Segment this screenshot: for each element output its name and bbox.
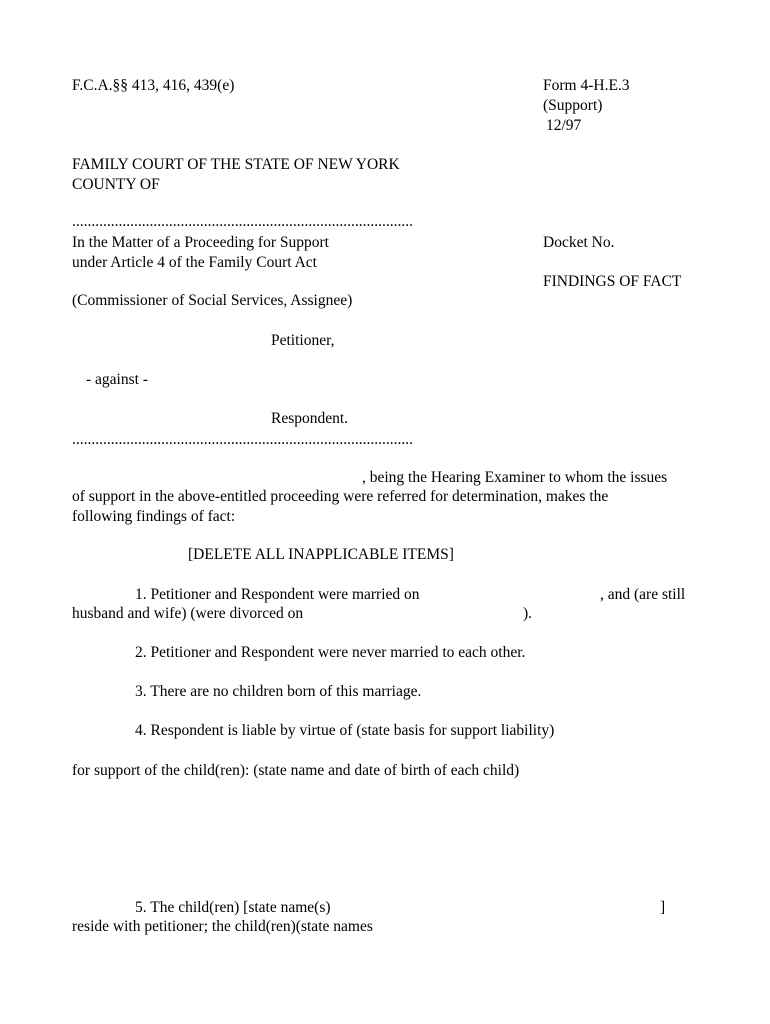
court-name: FAMILY COURT OF THE STATE OF NEW YORK	[72, 156, 400, 173]
intro-line-2: of support in the above-entitled proceeding were referred for determination, makes the	[72, 488, 609, 505]
matter-line-1: In the Matter of a Proceeding for Support	[72, 234, 329, 251]
item-4-line-1: 4. Respondent is liable by virtue of (state basis for support liability)	[135, 722, 555, 739]
county-label: COUNTY OF	[72, 176, 160, 193]
item-1-text-a: 1. Petitioner and Respondent were married on	[135, 586, 420, 603]
form-type: (Support)	[543, 97, 603, 114]
document-title: FINDINGS OF FACT	[543, 273, 682, 290]
caption-bottom-dots: ........................................................................................	[72, 431, 413, 448]
item-4-line-2: for support of the child(ren): (state name and date of birth of each child)	[72, 762, 520, 779]
item-5-text-a: 5. The child(ren) [state name(s)	[135, 899, 331, 916]
delete-instruction: [DELETE ALL INAPPLICABLE ITEMS]	[188, 546, 454, 563]
caption-top-dots: ........................................................................................	[72, 213, 413, 230]
respondent-label: Respondent.	[271, 410, 349, 427]
petitioner-label: Petitioner,	[271, 332, 335, 349]
item-1-text-b: , and (are still	[600, 586, 686, 603]
item-5-line-2: reside with petitioner; the child(ren)(state names	[72, 918, 373, 935]
item-1-text-c: husband and wife) (were divorced on	[72, 605, 304, 622]
statute-citation: F.C.A.§§ 413, 416, 439(e)	[72, 77, 235, 94]
docket-label: Docket No.	[543, 234, 615, 251]
intro-line-1: , being the Hearing Examiner to whom the issues	[362, 469, 668, 486]
item-1-text-d: ).	[523, 605, 533, 622]
intro-line-3: following findings of fact:	[72, 508, 236, 525]
item-3: 3. There are no children born of this marriage.	[135, 683, 422, 700]
commissioner-line: (Commissioner of Social Services, Assignee)	[72, 292, 353, 309]
against-label: - against -	[86, 371, 148, 388]
item-2: 2. Petitioner and Respondent were never married to each other.	[135, 644, 526, 661]
item-5-bracket: ]	[660, 899, 666, 916]
form-number: Form 4-H.E.3	[543, 77, 630, 94]
matter-line-2: under Article 4 of the Family Court Act	[72, 254, 317, 271]
form-date: 12/97	[546, 117, 582, 134]
